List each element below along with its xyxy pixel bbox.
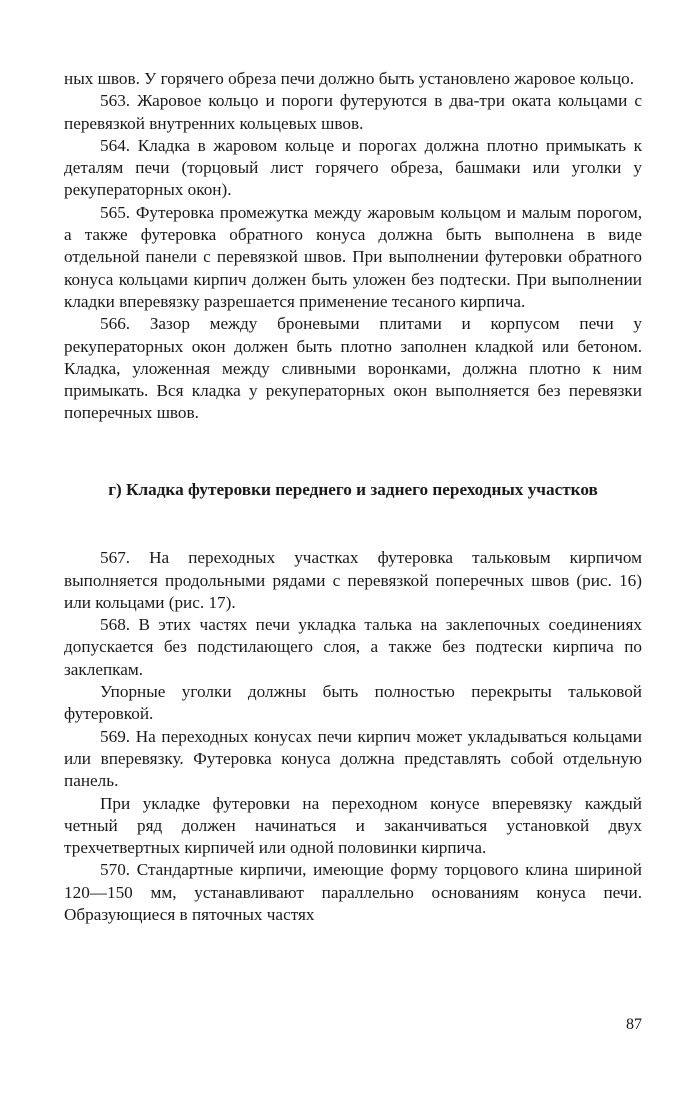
paragraph-567: 567. На переходных участках футеровка тальковым кирпичом выполняется продольными рядами с перевязкой поперечных швов (рис. 16) или кольцами (рис. 17).: [64, 548, 642, 612]
paragraph-569-note: При укладке футеровки на переходном конусе вперевязку каждый четный ряд должен начинаться и заканчиваться установкой двух трехчетвертных кирпичей или одной половинки кирпича.: [64, 793, 642, 858]
paragraph-568-note: Упорные уголки должны быть полностью перекрыты тальковой футеровкой.: [64, 682, 642, 724]
page-body: [64, 68, 642, 926]
paragraph-568: 568. В этих частях печи укладка талька на заклепочных соединениях допускается без подстилающего слоя, а также без подтески кирпича по заклепкам.: [64, 615, 642, 679]
paragraph-566: 566. Зазор между броневыми плитами и корпусом печи у рекуператорных окон должен быть плотно заполнен кладкой или бетоном. Кладка, уложенная между сливными воронками, должна плотно к ним примыкать. Вся кладка у рекуператорных окон выполняется без перевязки поперечных швов.: [64, 314, 642, 423]
section-heading: г) Кладка футеровки переднего и заднего переходных участков: [108, 479, 598, 499]
page-number: 87: [626, 1016, 642, 1033]
paragraph-564: 564. Кладка в жаровом кольце и порогах должна плотно примыкать к деталям печи (торцовый лист горячего обреза, башмаки или уголки у рекуператорных окон).: [64, 135, 642, 200]
paragraph-563: 563. Жаровое кольцо и пороги футеруются в два-три оката кольцами с перевязкой внутренних кольцевых швов.: [64, 91, 642, 133]
paragraph-continuation: ных швов. У горячего обреза печи должно быть установлено жаровое кольцо.: [64, 69, 635, 88]
paragraph-569: 569. На переходных конусах печи кирпич может укладываться кольцами или вперевязку. Футеровка конуса должна представлять собой отдельную панель.: [64, 726, 642, 791]
paragraph-570: 570. Стандартные кирпичи, имеющие форму торцового клина шириной 120—150 мм, устанавливают параллельно основаниям конуса печи. Образующиеся в пяточных частях: [64, 860, 642, 924]
paragraph-565: 565. Футеровка промежутка между жаровым кольцом и малым порогом, а также футеровка обратного конуса должна быть выполнена в виде отдельной панели с перевязкой швов. При выполнении футеровки обратного конуса кольцами кирпич должен быть уложен без подтески. При выполнении кладки вперевязку разрешается применение тесаного кирпича.: [64, 202, 642, 311]
